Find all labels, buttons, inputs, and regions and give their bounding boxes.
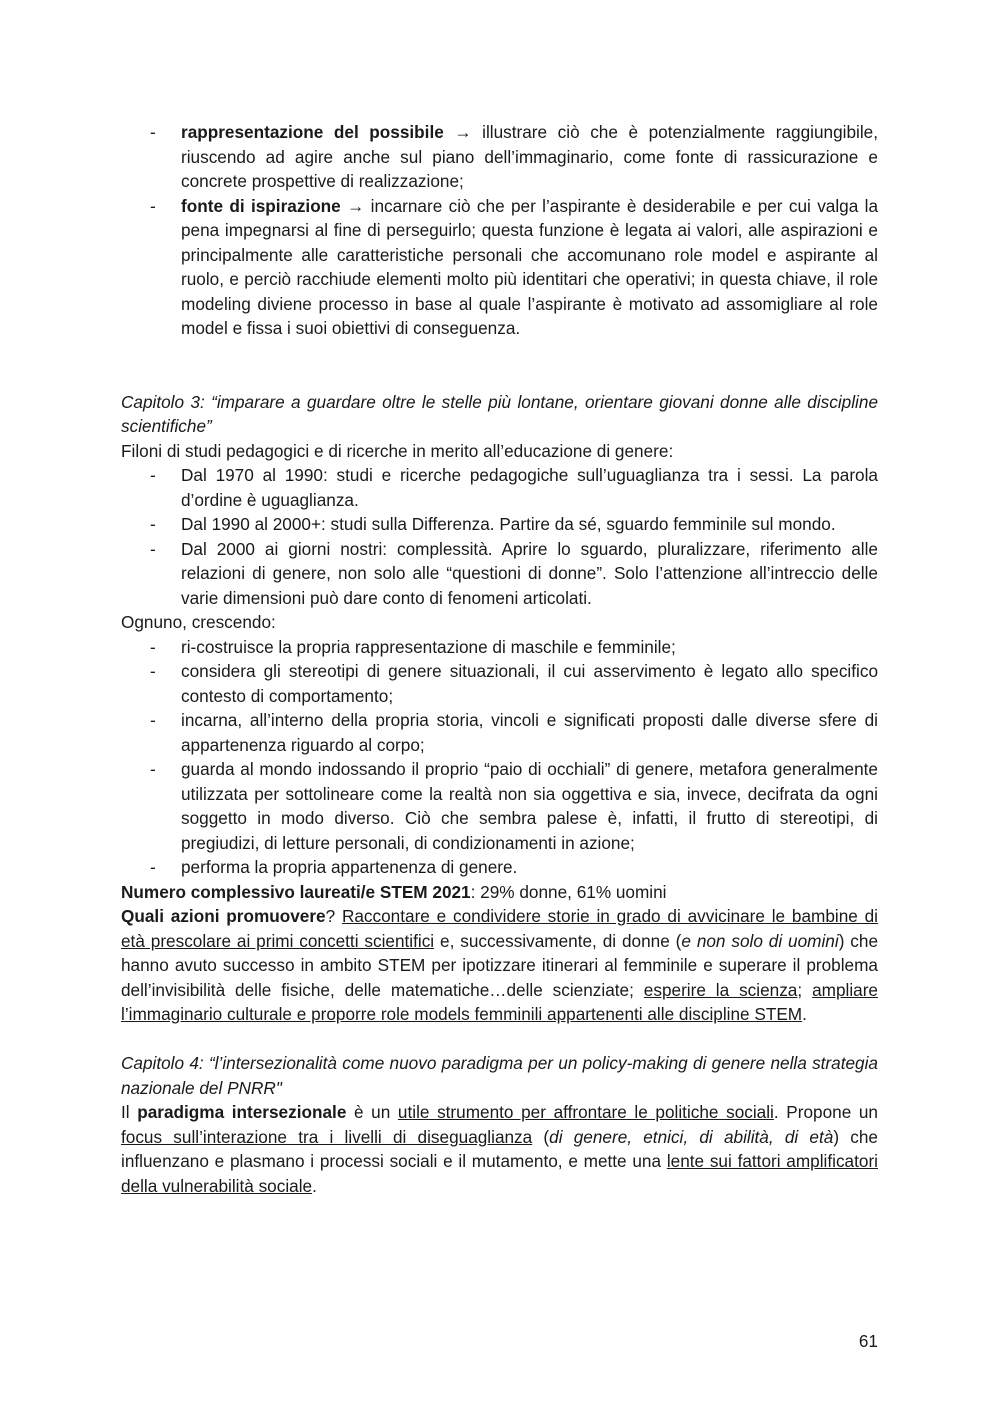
page-body [121, 120, 878, 1198]
list-item: - considera gli stereotipi di genere situazionali, il cui asservimento è legato allo specifico contesto di comportamento; [150, 661, 878, 706]
term: rappresentazione del possibile [181, 122, 444, 142]
chapter4-title: Capitolo 4: “l’intersezionalità come nuovo paradigma per un policy-making di genere nella strategia nazionale del PNRR" [121, 1053, 878, 1098]
actions-paragraph: Quali azioni promuovere? Raccontare e condividere storie in grado di avvicinare le bambine di età prescolare ai primi concetti scientifici e, successivamente, di donne (e non solo di uomini) che hanno avuto successo in ambito STEM per ipotizzare itinerari al femminile e superare il problema dell’invisibilità delle fisiche, delle matematiche…delle scienziate; esperire la scienza; ampliare l’immaginario culturale e proporre role models femminili appartenenti alle discipline STEM. [121, 906, 879, 1024]
list-dash: - [150, 636, 156, 657]
list-item: - guarda al mondo indossando il proprio “paio di occhiali” di genere, metafora generalmente utilizzata per sottolineare come la realtà non sia oggettiva e sia, invece, decifrata da ogni soggetto in modo diverso. Ciò che sembra palese è, infatti, il frutto di stereotipi, di pregiudizi, di letture personali, di condizionamenti in azione; [150, 759, 878, 853]
list-item: - Dal 1970 al 1990: studi e ricerche pedagogiche sull’uguaglianza tra i sessi. La parola d’ordine è uguaglianza. [150, 465, 878, 510]
arrow-glyph: → [454, 122, 472, 142]
growing-list [121, 635, 878, 880]
term: fonte di ispirazione [181, 195, 341, 216]
chapter4-paragraph: Il paradigma intersezionale è un utile strumento per affrontare le politiche sociali. Propone un focus sull’interazione tra i livelli di diseguaglianza (di genere, etnici, di abilità, di età) che influenzano e plasmano i processi sociali e il mutamento, e mette una lente sui fattori amplificatori della vulnerabilità sociale. [121, 1102, 878, 1196]
list-item: - incarna, all’interno della propria storia, vincoli e significati proposti dalle diverse sfere di appartenenza riguardo al corpo; [150, 710, 878, 755]
list-item: - performa la propria appartenenza di genere. [121, 855, 878, 880]
page-number: 61 [858, 1331, 878, 1351]
list-dash: - [150, 759, 156, 779]
list-item: - Dal 2000 ai giorni nostri: complessità. Aprire lo sguardo, pluralizzare, riferimento alle relazioni di genere, non solo alle “questioni di donne”. Solo l’attenzione all’intreccio delle varie dimensioni può dare conto di fenomeni articolati. [150, 538, 878, 608]
list-dash: - [150, 710, 156, 730]
role-model-functions-list [121, 120, 878, 341]
stem-statistic: Numero complessivo laureati/e STEM 2021: 29% donne, 61% uomini [121, 881, 667, 902]
list-item [121, 194, 878, 341]
list-dash: - [150, 857, 156, 877]
item-text: illustrare ciò che è potenzialmente raggiungibile, riuscendo ad agire anche sul piano dell’immaginario, come fonte di rassicurazione e concrete prospettive di realizzazione; [181, 122, 878, 191]
list-item [121, 120, 878, 194]
arrow-glyph: → [347, 195, 365, 216]
list-dash: - [150, 661, 156, 681]
list-dash: - [150, 514, 156, 534]
growing-intro: Ognuno, crescendo: [121, 612, 276, 632]
chapter3-title: Capitolo 3: “imparare a guardare oltre le stelle più lontane, orientare giovani donne alle discipline scientifiche” [121, 391, 878, 436]
chapter3-intro: Filoni di studi pedagogici e di ricerche in merito all’educazione di genere: [121, 440, 674, 461]
list-dash: - [150, 195, 156, 216]
list-item: - Dal 1990 al 2000+: studi sulla Differenza. Partire da sé, sguardo femminile sul mondo. [121, 512, 878, 537]
list-item: - ri-costruisce la propria rappresentazione di maschile e femminile; [121, 635, 878, 660]
item-text: incarnare ciò che per l’aspirante è desiderabile e per cui valga la pena impegnarsi al fine di perseguirlo; questa funzione è legata ai valori, alle aspirazioni e principalmente alle caratteristiche personali che accomunano role model e aspirante al ruolo, e perciò racchiude elementi molto più identitari che operativi; in questa chiave, il role modeling diviene processo in base al quale l’aspirante è motivato ad assomigliare al role model e fissa i suoi obiettivi di conseguenza. [181, 195, 878, 338]
study-phases-list [121, 463, 878, 610]
list-dash: - [150, 538, 156, 559]
list-dash: - [150, 122, 156, 142]
list-dash: - [150, 465, 156, 485]
